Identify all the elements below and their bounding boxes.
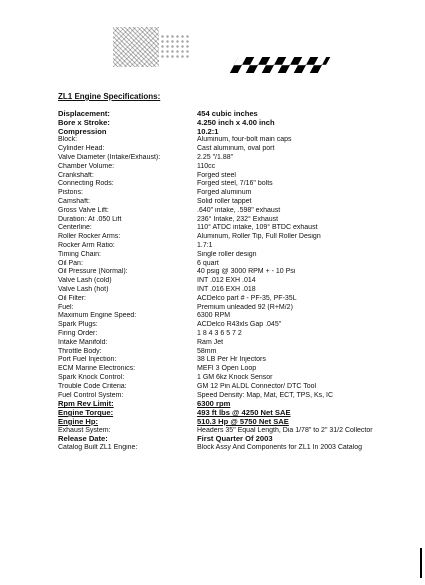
spec-row xyxy=(58,356,388,365)
spec-label: ECM Marine Electronics: xyxy=(58,365,136,373)
margin-bar xyxy=(420,548,422,578)
spec-value: Premium unleaded 92 (R+M/2) xyxy=(197,303,293,311)
spec-value: 1 GM 6kz Knock Sensor xyxy=(197,373,273,381)
spec-row xyxy=(58,216,388,225)
spec-row xyxy=(58,119,388,128)
spec-row xyxy=(58,392,388,401)
spec-row xyxy=(58,224,388,233)
spec-value: INT .012 EXH .014 xyxy=(197,277,256,285)
spec-value: 510.3 Hp @ 5750 Net SAE xyxy=(197,417,289,426)
spec-label: Engine Torque: xyxy=(58,409,114,418)
spec-row xyxy=(58,365,388,374)
spec-row xyxy=(58,189,388,198)
checkered-flag-graphic xyxy=(230,57,331,73)
spec-label: Throttle Body: xyxy=(58,347,102,355)
spec-value: 110cc xyxy=(197,162,216,170)
spec-row xyxy=(58,145,388,154)
spec-value: Ram Jet xyxy=(197,338,224,346)
spec-label: Pistons: xyxy=(58,189,83,197)
spec-row xyxy=(58,418,388,427)
spec-value: First Quarter Of 2003 xyxy=(197,435,273,444)
spec-row xyxy=(58,128,388,137)
spec-value: 40 psig @ 3000 RPM + - 10 Psi xyxy=(197,268,296,276)
spec-value: 454 cubic inches xyxy=(197,110,258,118)
spec-label: Compression xyxy=(58,127,107,136)
spec-row xyxy=(58,198,388,207)
spec-value: 4.250 inch x 4.00 inch xyxy=(197,118,275,127)
spec-value: Headers 35" Equal Length, Dia 1/78" to 2" 31/2 Collector xyxy=(197,426,373,434)
spec-row xyxy=(58,180,388,189)
spec-label: Connecting Rods: xyxy=(58,180,114,188)
page-title: ZL1 Engine Specifications: xyxy=(58,92,161,101)
spec-label: Oil Pressure (Normal): xyxy=(58,268,128,276)
spec-row xyxy=(58,136,388,145)
spec-row xyxy=(58,444,388,453)
spec-row xyxy=(58,383,388,392)
spec-label: Valve Lash (cold) xyxy=(58,277,112,285)
spec-label: Port Fuel Injection: xyxy=(58,356,117,364)
spec-value: Forged steel, 7/16" bolts xyxy=(197,180,273,188)
spec-label: Oil Pan: xyxy=(58,259,83,267)
spec-row xyxy=(58,277,388,286)
spec-label: Timing Chain: xyxy=(58,250,101,258)
spec-row xyxy=(58,286,388,295)
spec-row xyxy=(58,295,388,304)
spec-row xyxy=(58,304,388,313)
spec-value: 236° Intake, 232° Exhaust xyxy=(197,215,279,223)
spec-value: Speed Density: Map, Mat, ECT, TPS, Ks, IC xyxy=(197,391,334,399)
spec-row xyxy=(58,233,388,242)
spec-row xyxy=(58,260,388,269)
spec-value: 1.7:1 xyxy=(197,241,213,249)
spec-value: Aluminum, four-bolt main caps xyxy=(197,136,292,144)
spec-label: Rpm Rev Limit: xyxy=(58,400,114,409)
spec-value: 2.25 "/1.88" xyxy=(197,153,234,161)
spec-row xyxy=(58,110,388,119)
spec-label: Firing Order: xyxy=(58,329,98,337)
spec-row xyxy=(58,339,388,348)
spec-label: Oil Filter: xyxy=(58,294,86,302)
spec-value: .640" intake, .598" exhaust xyxy=(197,206,281,214)
spec-label: Valve Lash (hot) xyxy=(58,285,109,293)
spec-label: Spark Knock Control: xyxy=(58,373,125,381)
spec-row xyxy=(58,312,388,321)
spec-value: ACDelco R43xls Gap .045" xyxy=(197,321,282,329)
spec-label: Intake Manifold: xyxy=(58,338,108,346)
spec-label: Duration: At .050 Lift xyxy=(58,215,122,223)
spec-value: Solid roller tappet xyxy=(197,197,252,205)
spec-value: 6300 rpm xyxy=(197,400,231,409)
spec-value: Aluminum, Roller Tip, Full Roller Design xyxy=(197,233,321,241)
spec-row xyxy=(58,374,388,383)
spec-label: Centerline: xyxy=(58,224,92,232)
spec-label: Gross Valve Lift: xyxy=(58,206,109,214)
spec-value: GM 12 Pin ALDL Connector/ DTC Tool xyxy=(197,382,317,390)
spec-row xyxy=(58,163,388,172)
spec-row xyxy=(58,172,388,181)
spec-label: Catalog Built ZL1 Engine: xyxy=(58,444,138,452)
spec-label: Chamber Volume: xyxy=(58,162,115,170)
spec-row xyxy=(58,348,388,357)
spec-label: Camshaft: xyxy=(58,197,90,205)
spec-value: MEFI 3 Open Loop xyxy=(197,365,257,373)
spec-label: Bore x Stroke: xyxy=(58,118,110,127)
spec-label: Engine Hp: xyxy=(58,417,99,426)
spec-label: Spark Plugs: xyxy=(58,321,98,329)
spec-label: Valve Diameter (Intake/Exhaust): xyxy=(58,153,161,161)
spec-value: Block Assy And Components for ZL1 In 2003 Catalog xyxy=(197,444,362,452)
spec-row xyxy=(58,330,388,339)
spec-label: Exhaust System: xyxy=(58,426,111,434)
spec-row xyxy=(58,242,388,251)
spec-value: 10.2:1 xyxy=(197,127,219,136)
spec-row xyxy=(58,409,388,418)
spec-row xyxy=(58,207,388,216)
spec-label: Crankshaft: xyxy=(58,171,94,179)
spec-row xyxy=(58,154,388,163)
spec-value: Forged steel xyxy=(197,171,236,179)
spec-label: Fuel: xyxy=(58,303,74,311)
spec-value: 6 quart xyxy=(197,259,219,267)
spec-label: Release Date: xyxy=(58,435,108,444)
spec-label: Fuel Control System: xyxy=(58,391,124,399)
spec-value: 493 ft lbs @ 4250 Net SAE xyxy=(197,409,291,418)
spec-label: Roller Rocker Arms: xyxy=(58,233,121,241)
spec-row xyxy=(58,321,388,330)
spec-label: Maximum Engine Speed: xyxy=(58,312,137,320)
spec-label: Cylinder Head: xyxy=(58,145,105,153)
spec-label: Trouble Code Criteria: xyxy=(58,382,127,390)
logo-emblem xyxy=(113,27,159,67)
spec-value: 1 8 4 3 6 5 7 2 xyxy=(197,329,242,337)
spec-value: 58mm xyxy=(197,347,217,355)
spec-row xyxy=(58,400,388,409)
spec-value: Forged aluminum xyxy=(197,189,252,197)
spec-value: INT .016 EXH .018 xyxy=(197,285,256,293)
logo-halftone xyxy=(160,34,190,60)
spec-row xyxy=(58,427,388,436)
spec-value: Single roller design xyxy=(197,250,257,258)
spec-value: 38 LB Per Hr Injectors xyxy=(197,356,266,364)
spec-label: Block: xyxy=(58,136,78,144)
spec-row xyxy=(58,435,388,444)
spec-value: Cast aluminum, oval port xyxy=(197,145,275,153)
spec-label: Rocker Arm Ratio: xyxy=(58,241,115,249)
spec-row xyxy=(58,268,388,277)
spec-row xyxy=(58,251,388,260)
spec-value: 110° ATDC intake, 109° BTDC exhaust xyxy=(197,224,318,232)
spec-value: 6300 RPM xyxy=(197,312,231,320)
spec-label: Displacement: xyxy=(58,110,110,118)
spec-value: ACDelco part # - PF-35, PF-35L xyxy=(197,294,297,302)
spec-table xyxy=(58,110,388,453)
